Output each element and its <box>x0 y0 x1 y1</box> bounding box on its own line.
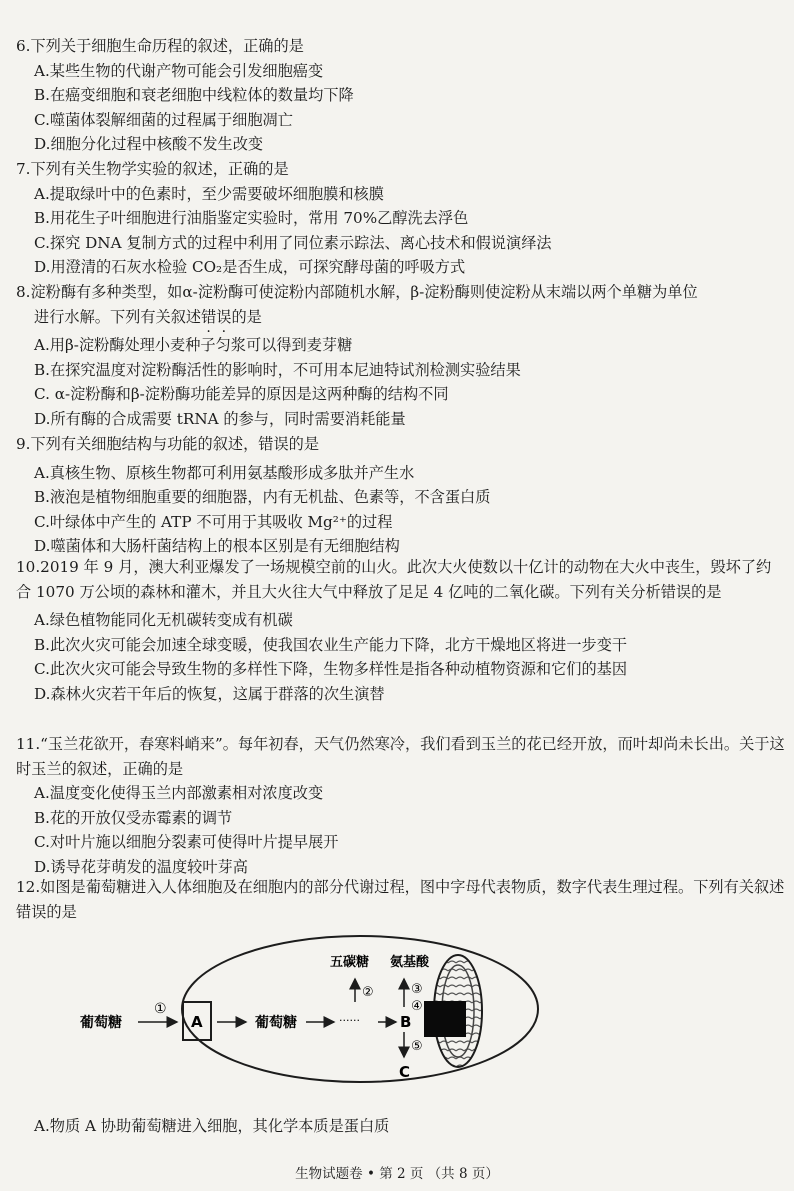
question-10 <box>16 555 786 706</box>
question-12-options <box>16 1114 786 1139</box>
option-d: D.用澄清的石灰水检验 CO₂是否生成，可探究酵母菌的呼吸方式 <box>34 258 466 276</box>
option-a: A.物质 A 协助葡萄糖进入细胞，其化学本质是蛋白质 <box>34 1117 390 1135</box>
question-stem: 7.下列有关生物学实验的叙述，正确的是 <box>16 160 289 178</box>
question-11 <box>16 732 786 879</box>
question-stem: 10.2019 年 9 月，澳大利亚爆发了一场规模空前的山火。此次大火使数以十亿计的动物在大火中丧生，毁坏了约合 1070 万公顷的森林和灌木，并且大火往大气中释放了足足 4 亿吨的二氧化碳。下列有关分析错误的是 <box>16 558 772 601</box>
page-footer: 生物试题卷 • 第 2 页 （共 8 页） <box>295 1166 499 1182</box>
amino-acid-label: 氨基酸 <box>390 955 430 970</box>
question-8 <box>16 280 786 431</box>
step-3-label: ③ <box>411 982 423 997</box>
dots: ······ <box>339 1014 360 1027</box>
question-stem: 9.下列有关细胞结构与功能的叙述，错误的是 <box>16 435 320 453</box>
question-12 <box>16 875 786 924</box>
option-a: A.用β-淀粉酶处理小麦种子匀浆可以得到麦芽糖 <box>34 336 353 354</box>
step-5-label: ⑤ <box>411 1039 423 1054</box>
option-c: C.探究 DNA 复制方式的过程中利用了同位素示踪法、离心技术和假说演绎法 <box>34 233 552 252</box>
step-1-label: ① <box>154 1001 167 1017</box>
outside-glucose-label: 葡萄糖 <box>80 1015 122 1031</box>
option-c: C. α-淀粉酶和β-淀粉酶功能差异的原因是这两种酶的结构不同 <box>34 385 449 403</box>
c-label: C <box>399 1063 411 1081</box>
option-a: A.温度变化使得玉兰内部激素相对浓度改变 <box>34 784 324 802</box>
inside-glucose-label: 葡萄糖 <box>255 1015 297 1031</box>
option-c: C.此次火灾可能会导致生物的多样性下降，生物多样性是指各种动植物资源和它们的基因 <box>34 660 628 678</box>
option-a: A.提取绿叶中的色素时，至少需要破坏细胞膜和核膜 <box>34 184 384 203</box>
option-a: A.某些生物的代谢产物可能会引发细胞癌变 <box>34 61 324 80</box>
emphasis-mark: 误 <box>216 307 232 326</box>
pentose-label: 五碳糖 <box>330 955 370 970</box>
option-d: D.诱导花芽萌发的温度较叶芽高 <box>34 857 248 876</box>
emphasis-mark: 错 <box>201 307 217 326</box>
step-2-label: ② <box>362 985 374 1000</box>
question-stem-line1: 8.淀粉酶有多种类型，如α-淀粉酶可使淀粉内部随机水解，β-淀粉酶则使淀粉从末端以两个单糖为单位 <box>16 283 698 301</box>
option-c: C.噬菌体裂解细菌的过程属于细胞凋亡 <box>34 110 293 129</box>
question-stem: 6.下列关于细胞生命历程的叙述，正确的是 <box>16 37 304 55</box>
option-d: D.森林火灾若干年后的恢复，这属于群落的次生演替 <box>34 684 385 703</box>
step-4-label: ④ <box>411 999 423 1014</box>
question-stem: 12.如图是葡萄糖进入人体细胞及在细胞内的部分代谢过程，图中字母代表物质，数字代表生理过程。下列有关叙述错误的是 <box>16 878 785 921</box>
option-b: B.用花生子叶细胞进行油脂鉴定实验时，常用 70%乙醇洗去浮色 <box>34 209 469 227</box>
transporter-label: A <box>191 1013 203 1031</box>
option-c: C.叶绿体中产生的 ATP 不可用于其吸收 Mg²⁺的过程 <box>34 512 393 531</box>
option-d: D.细胞分化过程中核酸不发生改变 <box>34 135 264 153</box>
question-6 <box>16 34 786 157</box>
option-b: B.此次火灾可能会加速全球变暖，使我国农业生产能力下降，北方干燥地区将进一步变干 <box>34 635 628 654</box>
metabolism-diagram <box>80 935 560 1095</box>
option-a: A.真核生物、原核生物都可利用氨基酸形成多肽并产生水 <box>34 463 415 482</box>
option-b: B.液泡是植物细胞重要的细胞器，内有无机盐、色素等，不含蛋白质 <box>34 488 491 506</box>
option-b: B.花的开放仅受赤霉素的调节 <box>34 808 233 827</box>
option-c: C.对叶片施以细胞分裂素可使得叶片提早展开 <box>34 833 339 851</box>
question-9 <box>16 432 786 559</box>
option-a: A.绿色植物能同化无机碳转变成有机碳 <box>34 611 293 629</box>
option-d: D.所有酶的合成需要 tRNA 的参与，同时需要消耗能量 <box>34 409 406 428</box>
option-d: D.噬菌体和大肠杆菌结构上的根本区别是有无细胞结构 <box>34 537 400 555</box>
question-7 <box>16 157 786 280</box>
option-b: B.在探究温度对淀粉酶活性的影响时，不可用本尼迪特试剂检测实验结果 <box>34 360 521 379</box>
redaction-block <box>424 1001 466 1037</box>
option-b: B.在癌变细胞和衰老细胞中线粒体的数量均下降 <box>34 86 354 104</box>
question-stem-line2: 进行水解。下列有关叙述错误的是 <box>34 307 262 326</box>
b-label: B <box>400 1013 412 1031</box>
question-stem: 11.“玉兰花欲开，春寒料峭来”。每年初春，天气仍然寒冷，我们看到玉兰的花已经开放，而叶却尚未长出。关于这时玉兰的叙述，正确的是 <box>16 735 785 778</box>
